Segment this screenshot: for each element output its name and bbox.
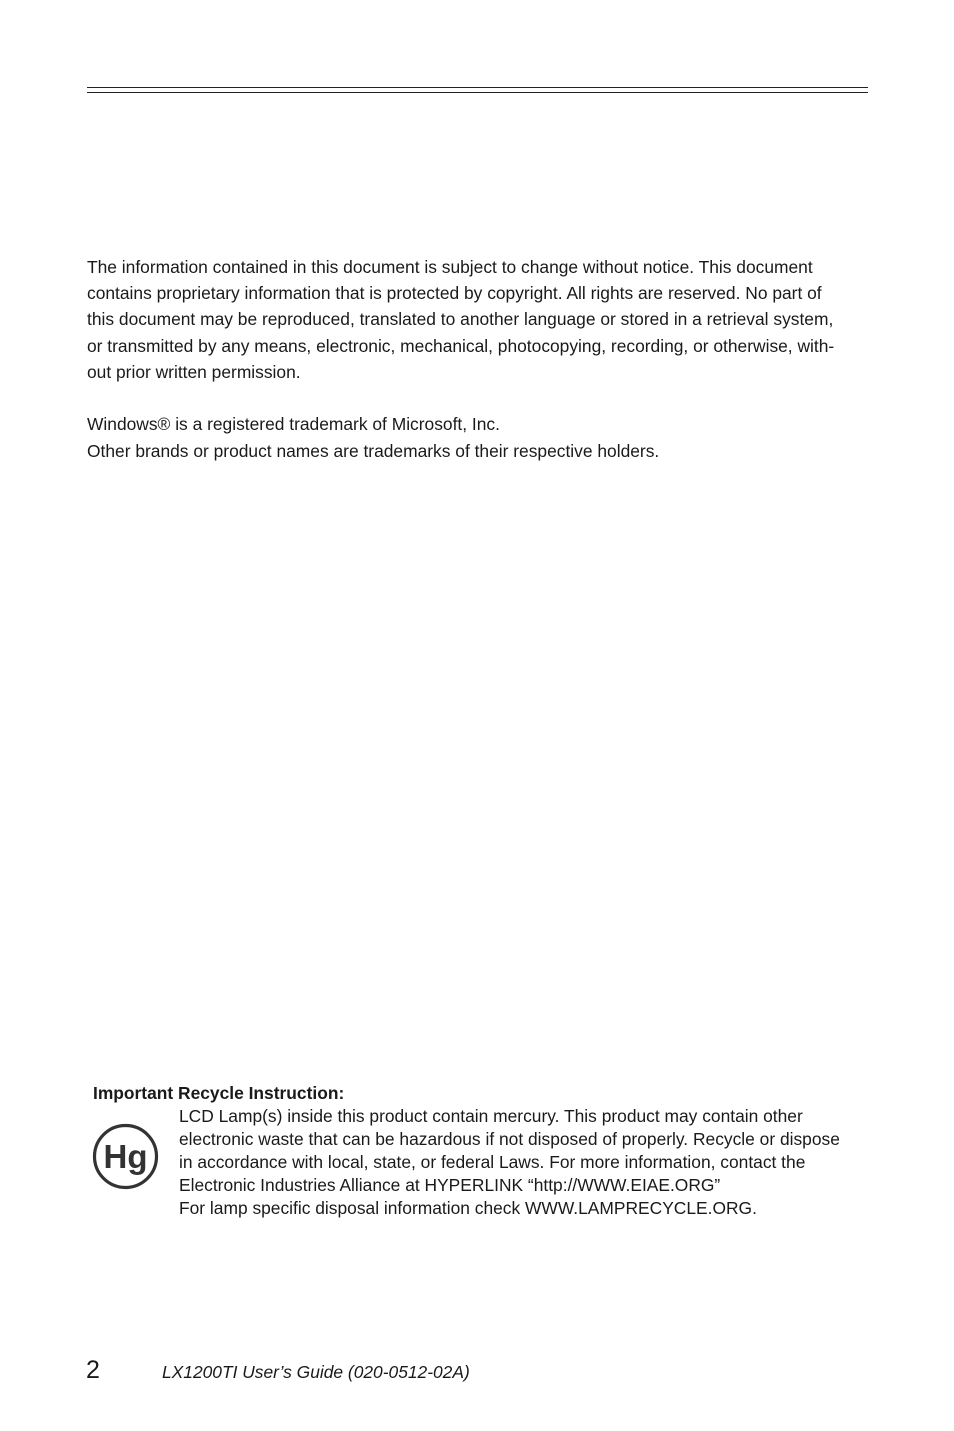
- recycle-line: Electronic Industries Alliance at HYPERLINK “http://WWW.EIAE.ORG”: [179, 1175, 721, 1195]
- footer-guide-title: LX1200TI User’s Guide (020-0512-02A): [162, 1362, 470, 1382]
- header-rule-top: [87, 87, 868, 88]
- trademark-line: Other brands or product names are trademarks of their respective holders.: [87, 441, 660, 461]
- header-rule-bottom: [87, 92, 868, 93]
- recycle-instructions: [179, 1105, 879, 1220]
- notice-line: The information contained in this document is subject to change without notice. This document: [87, 257, 813, 277]
- recycle-line: For lamp specific disposal information check WWW.LAMPRECYCLE.ORG.: [179, 1198, 757, 1218]
- notice-line: or transmitted by any means, electronic, mechanical, photocopying, recording, or otherwise, with-: [87, 335, 835, 356]
- recycle-line: electronic waste that can be hazardous if not disposed of properly. Recycle or dispose: [179, 1129, 840, 1149]
- notice-line: out prior written permission.: [87, 361, 301, 382]
- trademark-line: Windows® is a registered trademark of Microsoft, Inc.: [87, 414, 500, 434]
- notice-line: contains proprietary information that is protected by copyright. All rights are reserved. No part of: [87, 283, 822, 304]
- recycle-line: LCD Lamp(s) inside this product contain mercury. This product may contain other: [179, 1106, 803, 1126]
- trademark-notice: [87, 411, 872, 465]
- recycle-line: in accordance with local, state, or federal Laws. For more information, contact the: [179, 1152, 806, 1172]
- mercury-hg-icon: [92, 1123, 159, 1190]
- notice-line: this document may be reproduced, translated to another language or stored in a retrieval system,: [87, 309, 834, 330]
- page-number: 2: [86, 1356, 100, 1384]
- hg-symbol-text: Hg: [103, 1138, 148, 1175]
- recycle-heading: Important Recycle Instruction:: [93, 1083, 345, 1103]
- copyright-notice: [87, 254, 872, 385]
